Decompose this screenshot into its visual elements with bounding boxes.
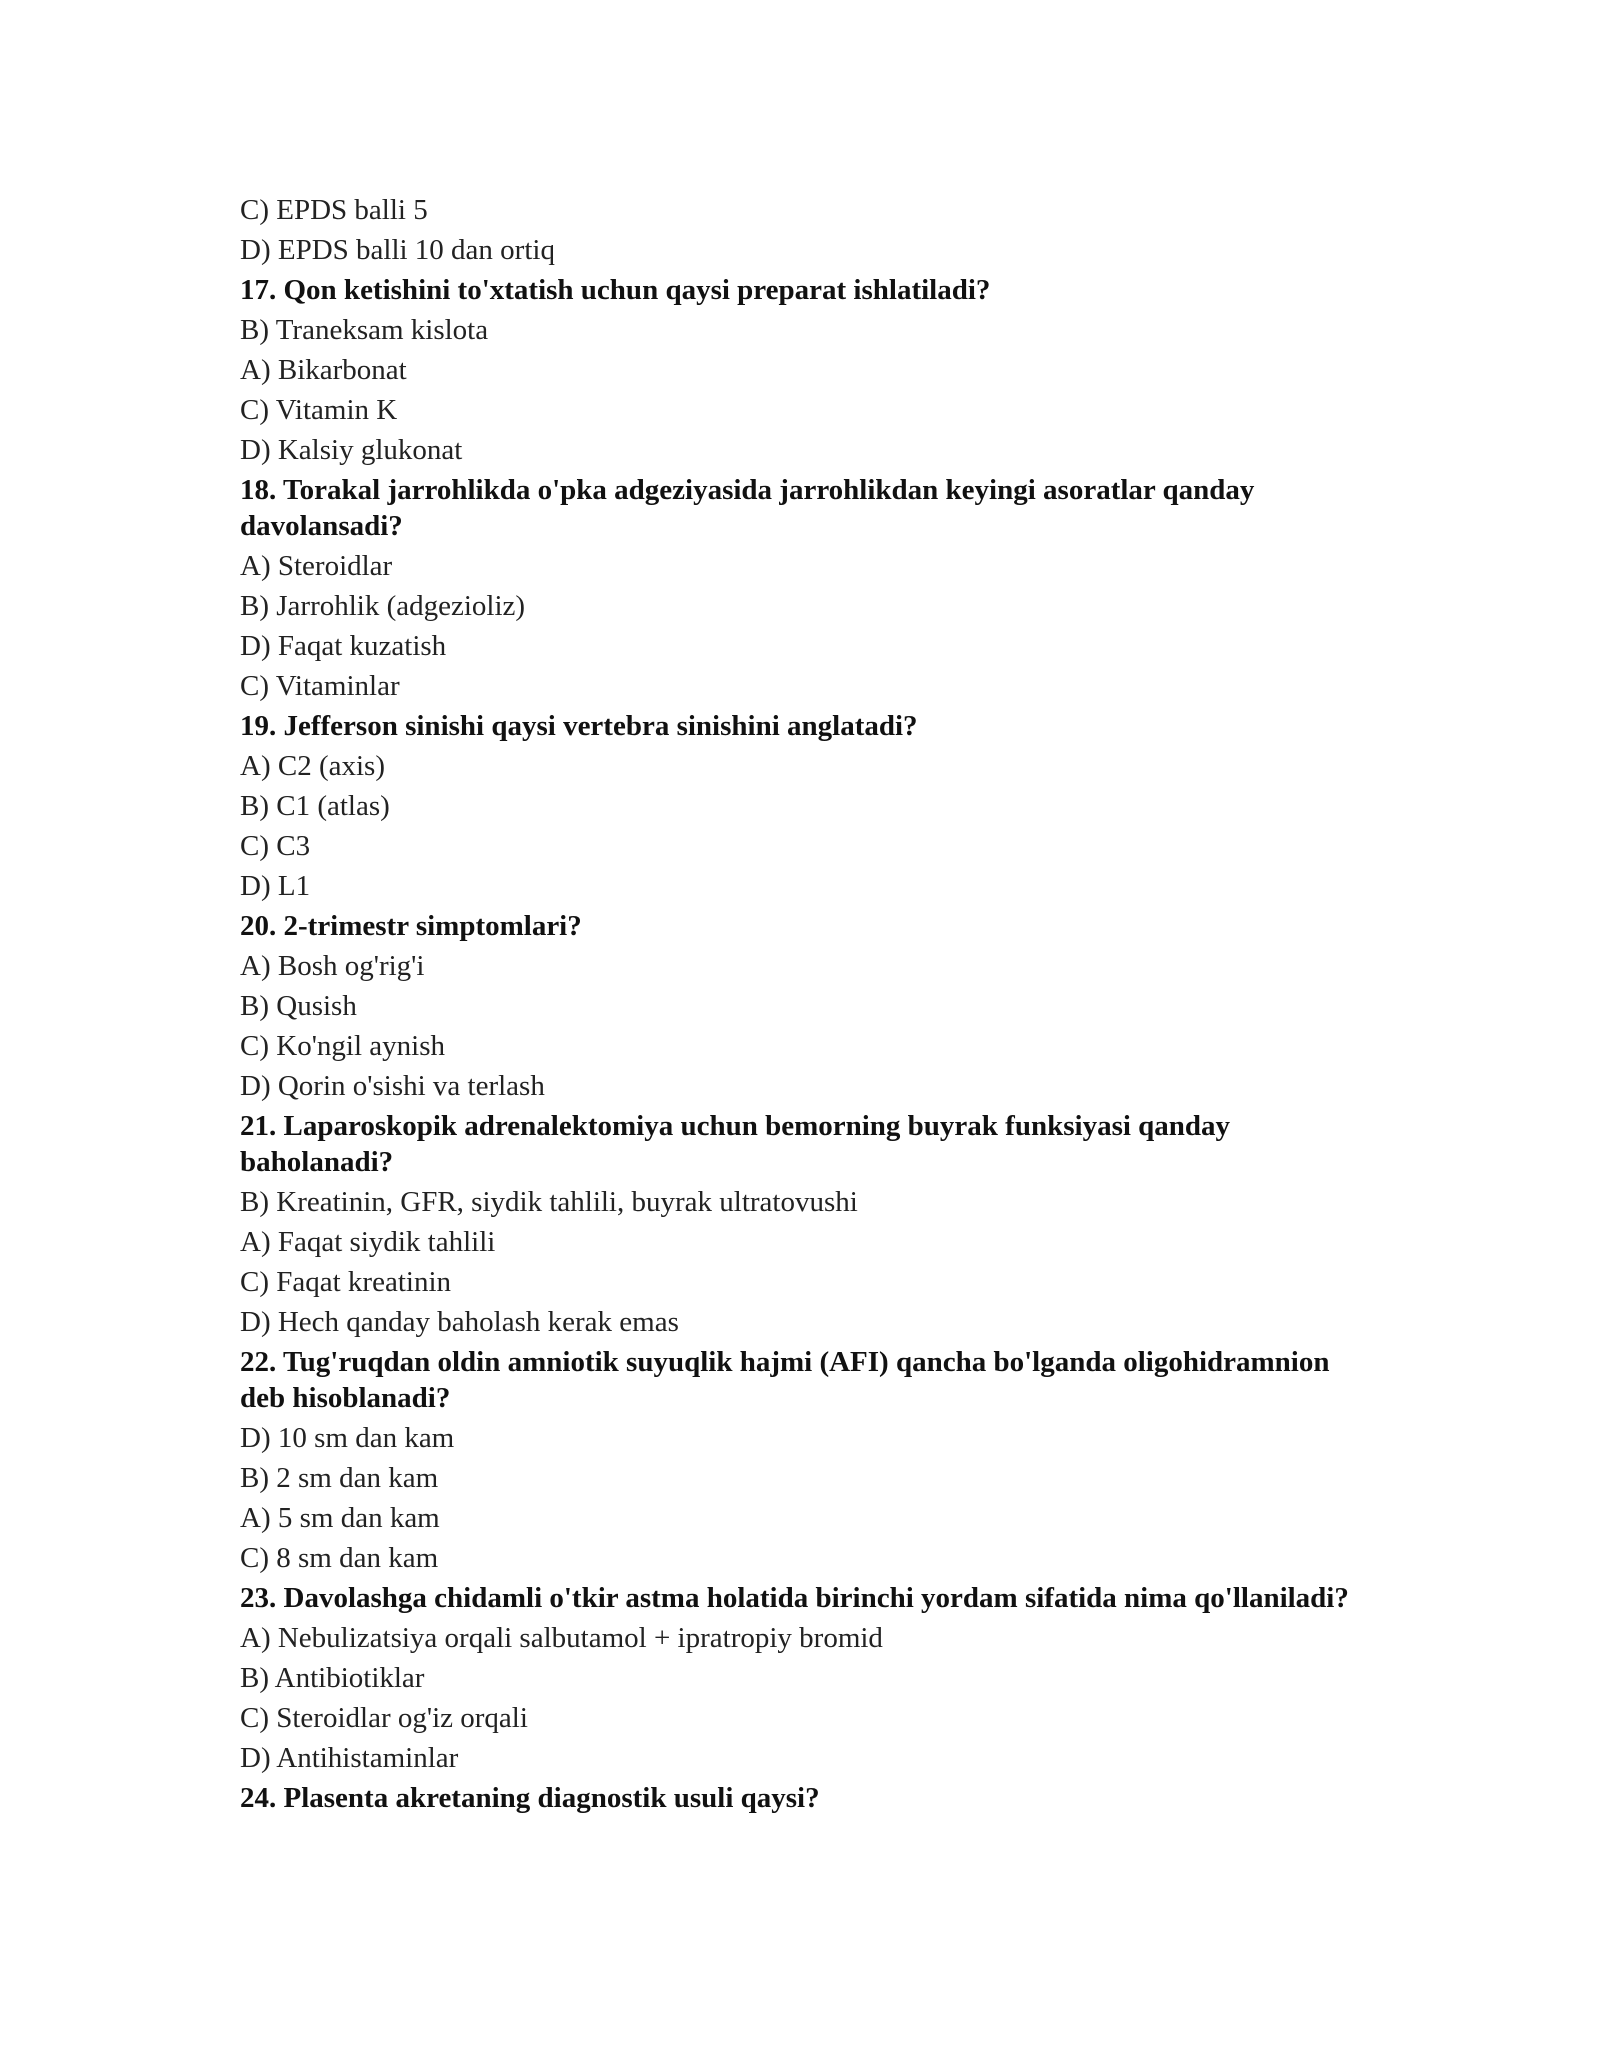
question-text: 18. Torakal jarrohlikda o'pka adgeziyasida jarrohlikdan keyingi asoratlar qanday davolansadi? <box>240 474 1255 542</box>
answer-option: D) Hech qanday baholash kerak emas <box>240 1306 679 1338</box>
answer-option: D) Kalsiy glukonat <box>240 434 463 466</box>
answer-option: B) C1 (atlas) <box>240 790 390 822</box>
question-block-18 <box>240 470 1360 706</box>
answer-option: C) Steroidlar og'iz orqali <box>240 1702 528 1734</box>
answer-option: A) 5 sm dan kam <box>240 1502 440 1534</box>
answer-option: B) Kreatinin, GFR, siydik tahlili, buyrak ultratovushi <box>240 1186 858 1218</box>
question-text: 19. Jefferson sinishi qaysi vertebra sinishini anglatadi? <box>240 710 918 742</box>
question-text: 24. Plasenta akretaning diagnostik usuli qaysi? <box>240 1782 820 1814</box>
question-text: 21. Laparoskopik adrenalektomiya uchun bemorning buyrak funksiyasi qanday baholanadi? <box>240 1110 1231 1178</box>
question-block-23 <box>240 1578 1360 1778</box>
question-text: 20. 2-trimestr simptomlari? <box>240 910 582 942</box>
answer-option: C) EPDS balli 5 <box>240 194 428 226</box>
question-block-22 <box>240 1342 1360 1578</box>
answer-option: A) Faqat siydik tahlili <box>240 1226 496 1258</box>
answer-option: C) Vitaminlar <box>240 670 400 702</box>
answer-option: D) EPDS balli 10 dan ortiq <box>240 234 555 266</box>
question-block-17 <box>240 270 1360 470</box>
answer-option: D) Antihistaminlar <box>240 1742 459 1774</box>
question-text: 23. Davolashga chidamli o'tkir astma holatida birinchi yordam sifatida nima qo'llaniladi? <box>240 1582 1349 1614</box>
question-text: 22. Tug'ruqdan oldin amniotik suyuqlik hajmi (AFI) qancha bo'lganda oligohidramnion deb hisoblanadi? <box>240 1346 1330 1414</box>
answer-option: C) Faqat kreatinin <box>240 1266 452 1298</box>
answer-option: D) 10 sm dan kam <box>240 1422 455 1454</box>
answer-option: B) Qusish <box>240 990 357 1022</box>
answer-option: B) Jarrohlik (adgezioliz) <box>240 590 526 622</box>
answer-option: A) Nebulizatsiya orqali salbutamol + ipratropiy bromid <box>240 1622 883 1654</box>
answer-option: D) Qorin o'sishi va terlash <box>240 1070 545 1102</box>
answer-option: D) Faqat kuzatish <box>240 630 447 662</box>
answer-option: A) Bosh og'rig'i <box>240 950 425 982</box>
question-block-20 <box>240 906 1360 1106</box>
document-page <box>240 190 1360 1818</box>
question-block-21 <box>240 1106 1360 1342</box>
answer-option: B) Antibiotiklar <box>240 1662 425 1694</box>
answer-option: C) C3 <box>240 830 311 862</box>
answer-option: D) L1 <box>240 870 311 902</box>
answer-option: B) Traneksam kislota <box>240 314 489 346</box>
answer-option: A) Bikarbonat <box>240 354 407 386</box>
question-text: 17. Qon ketishini to'xtatish uchun qaysi preparat ishlatiladi? <box>240 274 991 306</box>
answer-option: C) 8 sm dan kam <box>240 1542 439 1574</box>
answer-option: A) Steroidlar <box>240 550 393 582</box>
answer-option: B) 2 sm dan kam <box>240 1462 439 1494</box>
answer-option: A) C2 (axis) <box>240 750 385 782</box>
answer-option: C) Vitamin K <box>240 394 398 426</box>
answer-option: C) Ko'ngil aynish <box>240 1030 445 1062</box>
question-block-24 <box>240 1778 1360 1818</box>
question-block-19 <box>240 706 1360 906</box>
lead-options <box>240 190 1360 270</box>
